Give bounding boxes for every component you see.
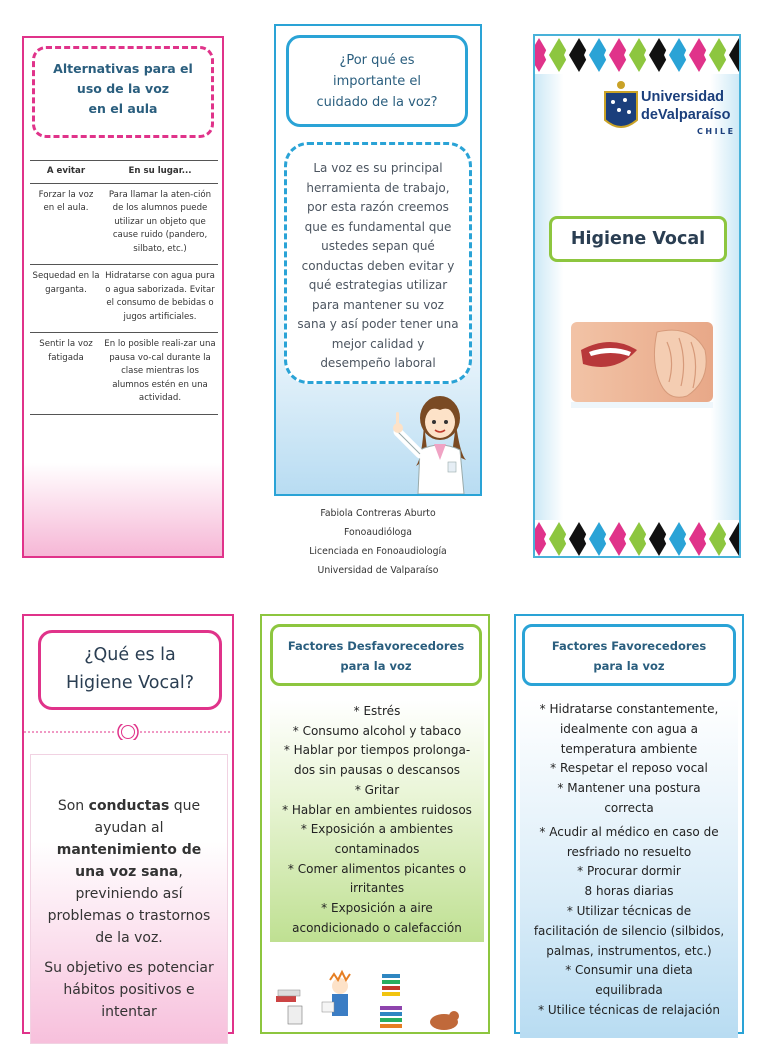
table-row xyxy=(30,333,218,415)
panel-desfavorecedores xyxy=(260,614,490,1034)
que-es-body xyxy=(30,754,228,1044)
table-row xyxy=(30,265,218,333)
doctor-illustration-icon xyxy=(388,388,480,494)
list-item: * Mantener una postura xyxy=(557,781,701,796)
panel-que-es xyxy=(22,614,234,1034)
list-item: * Consumir una dieta xyxy=(565,963,693,978)
cell-lugar: Para llamar la aten-ción de los alumnos puede utilizar un objeto que cause ruido (pandero, silbato, etc.) xyxy=(102,183,218,265)
list-item: correcta xyxy=(604,800,654,815)
list-item: * Estrés xyxy=(353,704,401,718)
list-item: facilitación de silencio (silbidos, xyxy=(533,923,725,938)
panel-por-que xyxy=(274,24,482,496)
list-item: * Procurar dormir xyxy=(577,864,681,879)
list-item: * Utilizar técnicas de xyxy=(566,903,692,918)
favorecedores-list xyxy=(520,698,738,1038)
author-name: Fabiola Contreras Aburto xyxy=(320,508,436,519)
list-item: * Hidratarse constantemente, xyxy=(539,702,719,716)
harlequin-border-top-icon xyxy=(535,36,739,74)
cover-title: Higiene Vocal xyxy=(549,216,727,262)
author-university: Universidad de Valparaíso xyxy=(317,565,439,576)
panel-favorecedores xyxy=(514,614,744,1034)
table-row xyxy=(30,183,218,265)
list-item: * Hablar por tiempos prolonga- xyxy=(283,743,471,758)
panel-alternativas xyxy=(22,36,224,558)
cell-lugar: Hidratarse con agua pura o agua saborizada. Evitar el consumo de bebidas o jugos artificiales. xyxy=(102,265,218,333)
list-item: idealmente con agua a xyxy=(559,721,699,736)
harlequin-border-bottom-icon xyxy=(535,520,739,558)
header-en-su-lugar: En su lugar... xyxy=(102,161,218,184)
header-evitar: A evitar xyxy=(30,161,102,184)
list-item: palmas, instrumentos, etc.) xyxy=(546,943,712,958)
list-item: * Consumo alcohol y tabaco xyxy=(292,723,462,738)
list-item: * Gritar xyxy=(354,782,400,797)
list-item: resfriado no resuelto xyxy=(566,844,692,859)
list-item: contaminados xyxy=(334,841,420,856)
stressed-worker-illustration-icon xyxy=(268,966,484,1032)
list-item: 8 horas diarias xyxy=(584,884,674,899)
por-que-title: ¿Por qué es importante el cuidado de la voz? xyxy=(286,35,468,127)
favorecedores-title: Factores Favorecedores para la voz xyxy=(522,624,736,686)
author-role: Fonoaudióloga xyxy=(344,527,412,538)
cell-evitar: Sentir la voz fatigada xyxy=(30,333,102,415)
list-item: irritantes xyxy=(349,881,405,896)
university-name: Universidad deValparaíso xyxy=(641,89,731,123)
desfavorecedores-title: Factores Desfavorecedores para la voz xyxy=(270,624,482,686)
ring-divider-icon xyxy=(24,724,232,740)
list-item: * Respetar el reposo vocal xyxy=(550,761,708,776)
list-item: * Exposición a aire xyxy=(321,901,433,916)
alternativas-title: Alternativas para el uso de la voz en el aula xyxy=(32,46,214,138)
university-country: CHILE xyxy=(697,127,736,136)
author-degree: Licenciada en Fonoaudiología xyxy=(309,546,447,557)
cell-lugar: En lo posible reali-zar una pausa vo-cal durante la clase mientras los alumnos estén en una actividad. xyxy=(102,333,218,415)
list-item: equilibrada xyxy=(595,983,663,998)
mouth-hand-photo-icon xyxy=(571,320,713,408)
table-header-row xyxy=(30,161,218,184)
por-que-text: La voz es su principal herramienta de trabajo, por esta razón creemos que es fundamental que ustedes sepan qué conductas deben evitar y qué estrategias utilizar para mantener su voz sana y así poder tener una mejor calidad y desempeño laboral xyxy=(284,142,472,384)
list-item: * Acudir al médico en caso de xyxy=(539,824,719,839)
list-item: temperatura ambiente xyxy=(560,741,698,756)
list-item: acondicionado o calefacción xyxy=(292,920,462,935)
author-block xyxy=(260,504,496,580)
panel-portada xyxy=(533,34,741,558)
cell-evitar: Forzar la voz en el aula. xyxy=(30,183,102,265)
que-es-paragraph-2: Su objetivo es potenciar hábitos positivos e intentar xyxy=(44,960,214,1020)
alternativas-table xyxy=(30,160,218,415)
cell-evitar: Sequedad en la garganta. xyxy=(30,265,102,333)
list-item: * Comer alimentos picantes o xyxy=(287,861,467,876)
que-es-paragraph-1: Son conductas que ayudan al mantenimiento de una voz sana, previniendo así problemas o trastornos de la voz. xyxy=(47,798,211,946)
list-item: * Exposición a ambientes xyxy=(300,822,454,837)
list-item: dos sin pausas o descansos xyxy=(293,763,461,778)
desfavorecedores-list xyxy=(270,700,484,942)
list-item: * Hablar en ambientes ruidosos xyxy=(282,802,472,817)
list-item: * Utilice técnicas de relajación xyxy=(538,1002,720,1017)
que-es-title: ¿Qué es la Higiene Vocal? xyxy=(38,630,222,710)
